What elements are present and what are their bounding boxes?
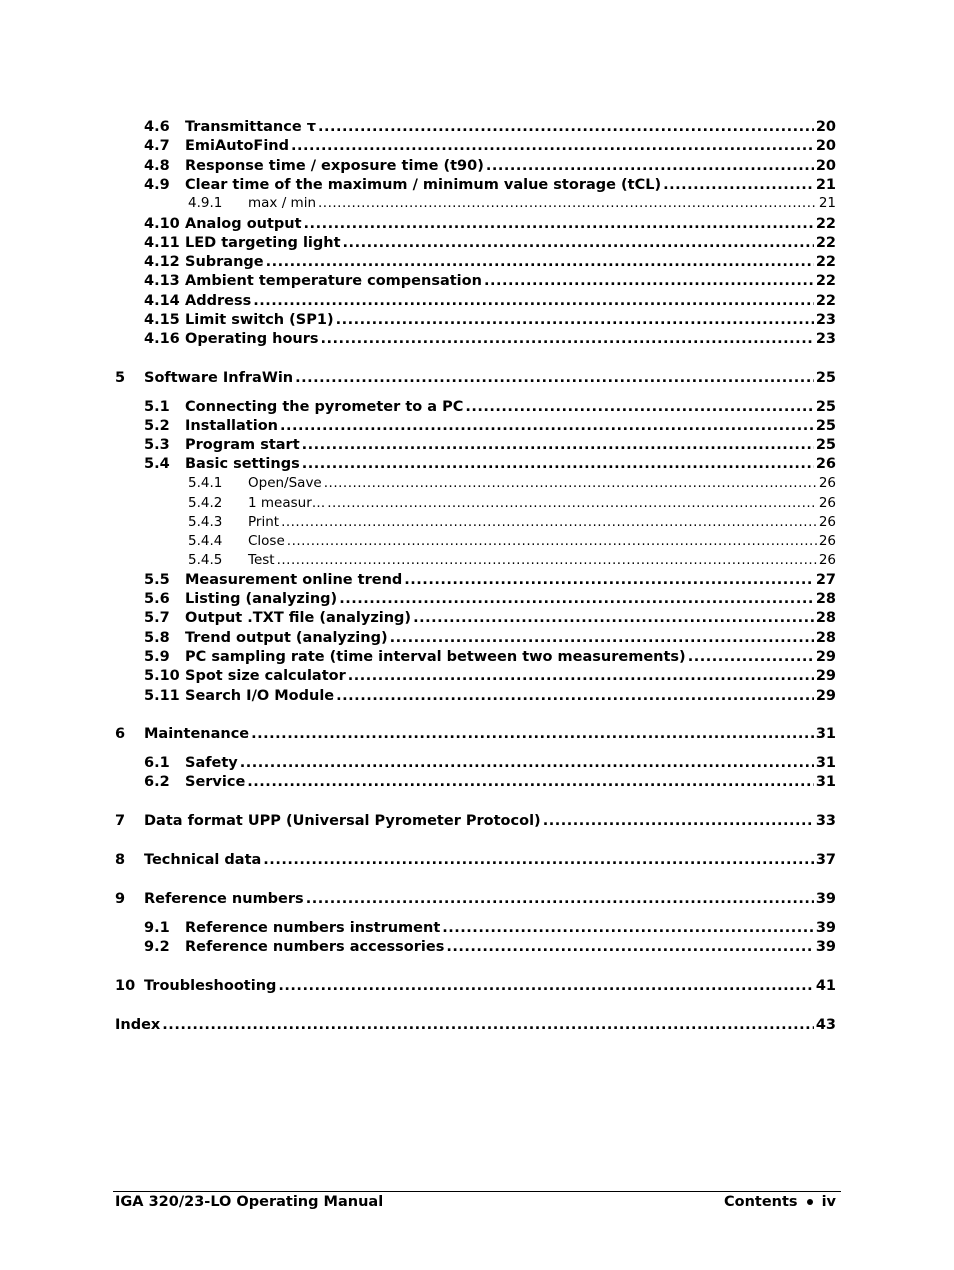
dot-leader: [413, 611, 814, 627]
toc-entry-number: 4.15: [144, 312, 180, 328]
toc-entry-title: [144, 437, 300, 453]
toc-entry-title-text: Reference numbers accessories: [185, 939, 445, 955]
toc-entry-page: 28: [815, 630, 836, 646]
toc-entry-page: 39: [815, 891, 836, 907]
footer-divider: [113, 1191, 841, 1192]
toc-entry[interactable]: [0, 936, 954, 955]
toc-entry-title: max / min: [248, 195, 317, 211]
toc-entry[interactable]: [0, 213, 954, 232]
toc-entry-title-text: Basic settings: [185, 456, 300, 472]
dot-leader: [247, 775, 814, 791]
toc-entry-number: 4.11: [144, 235, 180, 251]
toc-entry-page: 26: [818, 514, 836, 530]
toc-entry-title: [144, 591, 337, 607]
footer-manual-title: IGA 320/23-LO Operating Manual: [115, 1194, 384, 1210]
toc-entry[interactable]: [0, 116, 954, 135]
toc-entry-page: 23: [815, 331, 836, 347]
toc-entry-title: [144, 158, 484, 174]
toc-entry-title: [144, 630, 388, 646]
toc-entry-title: Reference numbers: [144, 891, 304, 907]
toc-entry-page: 25: [815, 370, 836, 386]
toc-entry-page: 29: [815, 668, 836, 684]
toc-entry-page: 22: [815, 273, 836, 289]
toc-entry-title-text: Subrange: [185, 254, 264, 270]
dot-leader: [263, 853, 814, 869]
dot-leader: [404, 573, 814, 589]
toc-entry-number: 5.7: [144, 610, 170, 626]
toc-entry-title-text: Operating hours: [185, 331, 319, 347]
toc-entry-page: 25: [815, 399, 836, 415]
toc-entry-title-text: Search I/O Module: [185, 688, 335, 704]
toc-entry-title-text: Installation: [185, 418, 278, 434]
footer-section-label: Contents: [723, 1194, 798, 1210]
dot-leader: [486, 159, 814, 175]
toc-entry-page: 31: [815, 726, 836, 742]
toc-entry-title: Technical data: [144, 852, 262, 868]
toc-entry[interactable]: [0, 646, 954, 665]
toc-entry[interactable]: [0, 569, 954, 588]
toc-entry[interactable]: [0, 309, 954, 328]
toc-entry-title: Index: [115, 1017, 161, 1033]
dot-leader: [348, 669, 814, 685]
toc-entry[interactable]: [0, 917, 954, 936]
dot-leader: [306, 892, 814, 908]
toc-entry-title-text: Transmittance τ: [185, 119, 316, 135]
toc-entry-page: 28: [815, 591, 836, 607]
dot-leader: [302, 457, 814, 473]
toc-entry-number: 5.10: [144, 668, 180, 684]
toc-entry[interactable]: [0, 752, 954, 771]
toc-entry-title: [144, 610, 411, 626]
toc-entry-title-text: Measurement online trend: [185, 572, 403, 588]
toc-entry-page: 29: [815, 688, 836, 704]
toc-entry[interactable]: [0, 588, 954, 607]
toc-entry-title: [144, 774, 245, 790]
toc-entry[interactable]: [0, 174, 954, 193]
toc-entry-title: [144, 235, 341, 251]
toc-entry-title: Open/Save: [248, 475, 322, 491]
toc-entry[interactable]: [0, 975, 954, 994]
toc-entry[interactable]: [0, 1014, 954, 1033]
toc-entry-number: 4.13: [144, 273, 180, 289]
toc-entry-title-text: PC sampling rate (time interval between two measurements): [185, 649, 686, 665]
dot-leader: [324, 477, 817, 492]
toc-entry-title: Data format UPP (Universal Pyrometer Protocol): [144, 813, 541, 829]
toc-entry[interactable]: [0, 492, 954, 511]
toc-entry[interactable]: [0, 434, 954, 453]
toc-entry[interactable]: [0, 270, 954, 289]
toc-entry-title: Close: [248, 533, 285, 549]
footer-page-number: iv: [821, 1194, 836, 1210]
dot-leader: [318, 197, 817, 212]
toc-entry-title: [144, 312, 334, 328]
toc-entry-number: 5.4.3: [188, 514, 223, 530]
toc-entry-page: 21: [818, 195, 836, 211]
toc-entry-page: 31: [815, 774, 836, 790]
toc-entry-number: 9.2: [144, 939, 170, 955]
dot-leader: [266, 255, 814, 271]
toc-entry-title: [144, 254, 264, 270]
toc-entry-number: 5: [115, 370, 126, 386]
toc-entry[interactable]: [0, 251, 954, 270]
toc-entry-page: 26: [815, 456, 836, 472]
toc-entry-number: 5.9: [144, 649, 170, 665]
dot-leader: [287, 535, 817, 550]
toc-entry-number: 4.6: [144, 119, 170, 135]
dot-leader: [343, 236, 814, 252]
toc-entry[interactable]: [0, 192, 954, 211]
toc-entry-number: 5.3: [144, 437, 170, 453]
toc-entry[interactable]: [0, 810, 954, 829]
toc-entry[interactable]: [0, 415, 954, 434]
dot-leader: [688, 650, 814, 666]
toc-entry-number: 5.4.5: [188, 552, 223, 568]
toc-entry-page: 39: [815, 920, 836, 936]
toc-entry[interactable]: [0, 665, 954, 684]
toc-entry-title: [144, 649, 686, 665]
toc-entry-page: 41: [815, 978, 836, 994]
toc-entry-title-text: Trend output (analyzing): [185, 630, 388, 646]
dot-leader: [663, 178, 814, 194]
toc-entry-number: 5.8: [144, 630, 170, 646]
toc-entry-number: 4.9.1: [188, 195, 223, 211]
toc-entry[interactable]: [0, 328, 954, 347]
toc-entry[interactable]: [0, 232, 954, 251]
toc-entry-title: Software InfraWin: [144, 370, 294, 386]
toc-entry-title-text: Response time / exposure time (t90): [185, 158, 484, 174]
dot-leader: [336, 313, 814, 329]
toc-entry[interactable]: [0, 472, 954, 491]
toc-entry[interactable]: [0, 396, 954, 415]
toc-entry-title: [144, 293, 251, 309]
toc-entry-title-text: Safety: [185, 755, 238, 771]
toc-entry-page: 31: [815, 755, 836, 771]
footer-page-info: [724, 1194, 836, 1210]
toc-entry-page: 26: [818, 552, 836, 568]
dot-leader: [240, 756, 814, 772]
toc-entry-title: [144, 418, 278, 434]
toc-entry-title: [144, 456, 300, 472]
toc-entry-page: 28: [815, 610, 836, 626]
toc-entry-page: 20: [815, 138, 836, 154]
toc-entry-number: 5.6: [144, 591, 170, 607]
dot-leader: [446, 940, 813, 956]
toc-entry-title-text: Connecting the pyrometer to a PC: [185, 399, 464, 415]
toc-entry-page: 25: [815, 437, 836, 453]
dot-leader: [281, 516, 817, 531]
toc-entry-page: 26: [818, 475, 836, 491]
toc-entry-title: Maintenance: [144, 726, 250, 742]
toc-entry-number: 4.12: [144, 254, 180, 270]
dot-leader: [304, 217, 814, 233]
toc-entry-title-text: Address: [185, 293, 252, 309]
toc-entry[interactable]: [0, 685, 954, 704]
toc-entry-number: 7: [115, 813, 126, 829]
toc-entry-title: [144, 572, 402, 588]
dot-leader: [484, 274, 814, 290]
toc-entry-title: [144, 939, 444, 955]
toc-entry[interactable]: [0, 627, 954, 646]
toc-entry[interactable]: [0, 290, 954, 309]
toc-entry[interactable]: [0, 135, 954, 154]
toc-entry-number: 4.7: [144, 138, 170, 154]
dot-leader: [251, 727, 814, 743]
dot-leader: [295, 371, 814, 387]
toc-entry-number: 5.4: [144, 456, 170, 472]
toc-entry-title-text: Spot size calculator: [185, 668, 346, 684]
toc-entry-title-text: Limit switch (SP1): [185, 312, 334, 328]
toc-entry-title-text: Listing (analyzing): [185, 591, 338, 607]
toc-entry-number: 4.9: [144, 177, 170, 193]
dot-leader: [162, 1018, 814, 1034]
toc-entry[interactable]: [0, 367, 954, 386]
toc-entry-title: Print: [248, 514, 280, 530]
toc-entry-number: 4.10: [144, 216, 180, 232]
dot-leader: [327, 497, 817, 512]
toc-entry-number: 10: [115, 978, 136, 994]
toc-entry-page: 37: [815, 852, 836, 868]
toc-entry-page: 21: [815, 177, 836, 193]
toc-entry-number: 5.4.4: [188, 533, 223, 549]
toc-entry-number: 4.14: [144, 293, 180, 309]
toc-entry-number: 5.5: [144, 572, 170, 588]
dot-leader: [390, 631, 814, 647]
toc-entry-number: 5.2: [144, 418, 170, 434]
dot-leader: [280, 419, 814, 435]
toc-entry-title: [144, 138, 289, 154]
toc-entry-title-text: Output .TXT file (analyzing): [185, 610, 412, 626]
toc-entry-number: 5.4.1: [188, 475, 223, 491]
toc-entry-page: 22: [815, 235, 836, 251]
toc-entry-title-text: EmiAutoFind: [185, 138, 289, 154]
toc-entry[interactable]: [0, 888, 954, 907]
toc-entry-page: 26: [818, 495, 836, 511]
toc-entry-title: [144, 273, 482, 289]
toc-entry[interactable]: [0, 155, 954, 174]
toc-entry[interactable]: [0, 453, 954, 472]
dot-leader: [302, 438, 814, 454]
toc-entry-number: 5.1: [144, 399, 170, 415]
toc-entry-title: [144, 920, 440, 936]
toc-entry-page: 22: [815, 254, 836, 270]
toc-entry-page: 23: [815, 312, 836, 328]
toc-entry[interactable]: [0, 607, 954, 626]
dot-leader: [543, 814, 814, 830]
dot-leader: [253, 294, 814, 310]
toc-entry-title: [144, 755, 238, 771]
toc-entry-title-text: Service: [185, 774, 246, 790]
toc-entry[interactable]: [0, 771, 954, 790]
toc-entry-number: 6.2: [144, 774, 170, 790]
dot-leader: [291, 139, 814, 155]
toc-entry[interactable]: [0, 530, 954, 549]
toc-entry-page: 27: [815, 572, 836, 588]
toc-entry-page: 20: [815, 119, 836, 135]
dot-leader: [318, 120, 814, 136]
dot-leader: [278, 979, 813, 995]
toc-entry-number: 6: [115, 726, 126, 742]
toc-entry-page: 26: [818, 533, 836, 549]
toc-entry-title: Troubleshooting: [144, 978, 277, 994]
toc-entry-number: 5.11: [144, 688, 180, 704]
toc-entry[interactable]: [0, 849, 954, 868]
dot-leader: [465, 400, 813, 416]
toc-entry-number: 9: [115, 891, 126, 907]
toc-entry-page: 39: [815, 939, 836, 955]
toc-entry-title: [144, 331, 319, 347]
dot-leader: [277, 554, 817, 569]
toc-entry-title: [144, 119, 316, 135]
toc-entry-title-text: LED targeting light: [185, 235, 341, 251]
toc-entry[interactable]: [0, 511, 954, 530]
toc-entry-number: 5.4.2: [188, 495, 223, 511]
toc-entry-number: 6.1: [144, 755, 170, 771]
toc-entry-page: 20: [815, 158, 836, 174]
dot-leader: [339, 592, 814, 608]
bullet-icon: [807, 1199, 813, 1205]
dot-leader: [321, 332, 814, 348]
toc-entry-number: 4.16: [144, 331, 180, 347]
toc-entry-title: 1 measur…: [248, 495, 326, 511]
toc-entry[interactable]: [0, 723, 954, 742]
toc-entry-title: [144, 177, 661, 193]
toc-entry-title-text: Ambient temperature compensation: [185, 273, 482, 289]
toc-entry-number: 8: [115, 852, 126, 868]
toc-entry-number: 9.1: [144, 920, 170, 936]
dot-leader: [442, 921, 814, 937]
toc-entry[interactable]: [0, 549, 954, 568]
toc-entry-page: 43: [815, 1017, 836, 1033]
toc-entry-title: [144, 216, 302, 232]
toc-entry-page: 22: [815, 293, 836, 309]
toc-entry-title-text: Clear time of the maximum / minimum value storage (tCL): [185, 177, 662, 193]
toc-entry-page: 33: [815, 813, 836, 829]
toc-entry-title: [144, 399, 463, 415]
toc-entry-title: Test: [248, 552, 275, 568]
toc-entry-title-text: Reference numbers instrument: [185, 920, 441, 936]
toc-entry-page: 25: [815, 418, 836, 434]
toc-entry-title-text: Program start: [185, 437, 300, 453]
dot-leader: [336, 689, 814, 705]
toc-entry-page: 29: [815, 649, 836, 665]
toc-entry-title: [144, 688, 334, 704]
toc-entry-page: 22: [815, 216, 836, 232]
toc-entry-number: 4.8: [144, 158, 170, 174]
toc-entry-title-text: Analog output: [185, 216, 302, 232]
toc-entry-title: [144, 668, 346, 684]
